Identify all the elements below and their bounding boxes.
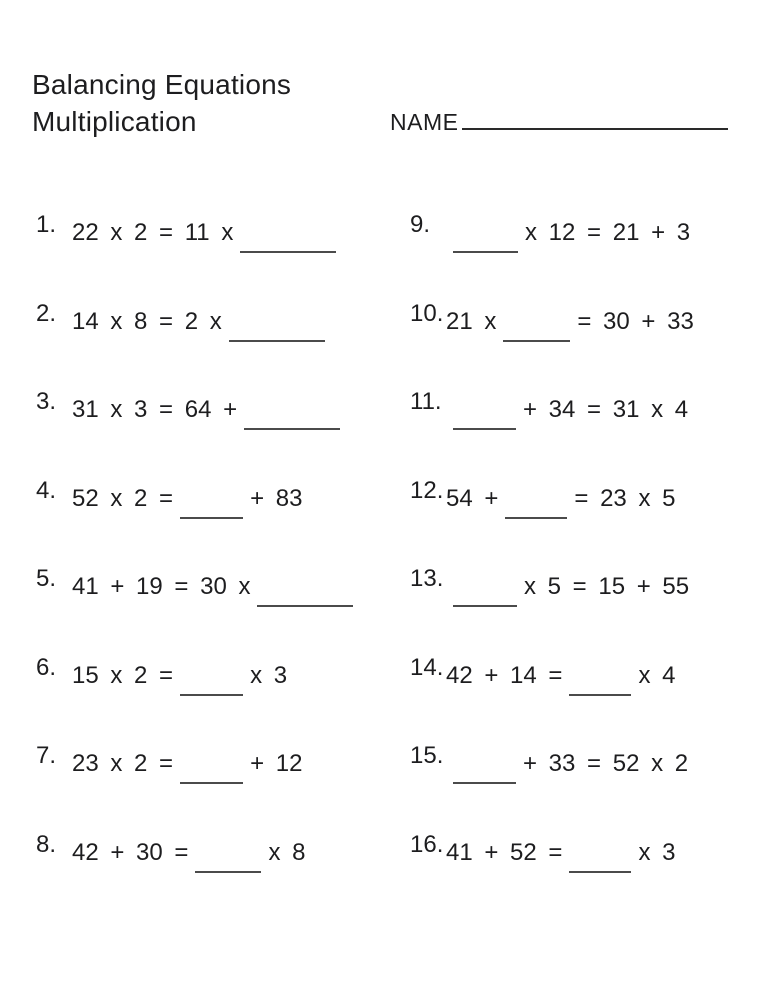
answer-blank[interactable]: [453, 223, 518, 253]
problem-expression: [72, 299, 332, 337]
problem-expression: [72, 210, 343, 248]
title-line-1: Balancing Equations: [32, 69, 292, 100]
problem-number: 6.: [36, 653, 57, 681]
problem-number: 5.: [36, 565, 57, 592]
answer-blank[interactable]: [229, 312, 325, 342]
problem-expression: [72, 387, 347, 425]
expression-text: 14 x 8 = 2 x: [72, 307, 222, 335]
problem-expression: [72, 476, 302, 514]
expression-text: x 8: [268, 838, 306, 866]
answer-blank[interactable]: [503, 312, 570, 342]
expression-text: 23 x 2 =: [72, 750, 174, 777]
problem-number: 12.: [410, 476, 444, 504]
name-label: NAME: [390, 109, 459, 135]
expression-text: 42 + 30 =: [72, 838, 189, 866]
answer-blank[interactable]: [180, 754, 243, 784]
answer-blank[interactable]: [257, 577, 353, 607]
problem-number: 16.: [410, 830, 444, 858]
expression-text: 42 + 14 =: [446, 661, 563, 689]
problem-expression: [446, 387, 688, 425]
problem-expression: [72, 741, 302, 779]
expression-text: + 83: [250, 484, 303, 512]
problem-row: [410, 387, 750, 476]
problem-row: [410, 653, 750, 742]
answer-blank[interactable]: [569, 843, 631, 873]
problem-row: [410, 210, 750, 299]
expression-text: 41 + 19 = 30 x: [72, 573, 251, 600]
problem-number: 13.: [410, 565, 444, 592]
answer-blank[interactable]: [505, 489, 567, 519]
expression-text: 41 + 52 =: [446, 838, 563, 866]
expression-text: 21 x: [446, 307, 497, 335]
problem-row: [36, 653, 386, 742]
problems-column-left: [36, 210, 386, 918]
answer-blank[interactable]: [453, 400, 516, 430]
expression-text: x 5 = 15 + 55: [524, 573, 690, 600]
title-line-2: Multiplication: [32, 106, 197, 137]
problem-row: [410, 476, 750, 565]
answer-blank[interactable]: [569, 666, 631, 696]
problem-expression: [72, 564, 360, 602]
problem-row: [36, 564, 386, 653]
answer-blank[interactable]: [453, 577, 517, 607]
expression-text: 52 x 2 =: [72, 484, 174, 512]
problem-number: 2.: [36, 299, 57, 327]
expression-text: 54 +: [446, 484, 499, 512]
problem-number: 11.: [410, 388, 442, 415]
problem-number: 8.: [36, 830, 57, 858]
problem-expression: [72, 830, 305, 868]
expression-text: + 34 = 31 x 4: [523, 396, 689, 423]
problem-expression: [72, 653, 287, 691]
expression-text: x 3: [638, 838, 676, 866]
problem-expression: [446, 830, 675, 868]
problem-number: 3.: [36, 388, 57, 415]
expression-text: = 23 x 5: [574, 484, 676, 512]
problem-number: 15.: [410, 742, 444, 769]
worksheet-title: [32, 66, 291, 140]
problem-number: 10.: [410, 299, 444, 327]
expression-text: = 30 + 33: [577, 307, 694, 335]
name-input-line[interactable]: [462, 106, 728, 130]
problem-row: [36, 741, 386, 830]
problem-row: [36, 210, 386, 299]
problem-row: [410, 830, 750, 919]
answer-blank[interactable]: [180, 489, 243, 519]
problem-row: [36, 830, 386, 919]
problem-number: 4.: [36, 476, 57, 504]
answer-blank[interactable]: [244, 400, 340, 430]
expression-text: 31 x 3 = 64 +: [72, 396, 238, 423]
problem-row: [410, 564, 750, 653]
problem-number: 7.: [36, 742, 57, 769]
problem-expression: [446, 564, 689, 602]
expression-text: 15 x 2 =: [72, 661, 174, 689]
problem-row: [410, 741, 750, 830]
answer-blank[interactable]: [180, 666, 243, 696]
problem-expression: [446, 299, 694, 337]
expression-text: x 4: [638, 661, 676, 689]
problem-row: [36, 476, 386, 565]
problems-column-right: [410, 210, 750, 918]
problem-expression: [446, 476, 675, 514]
problem-number: 14.: [410, 653, 444, 681]
expression-text: + 12: [250, 750, 303, 777]
problem-expression: [446, 741, 688, 779]
problem-expression: [446, 653, 675, 691]
problem-number: 1.: [36, 211, 57, 238]
answer-blank[interactable]: [195, 843, 261, 873]
problem-row: [36, 387, 386, 476]
problem-row: [410, 299, 750, 388]
answer-blank[interactable]: [240, 223, 336, 253]
expression-text: 22 x 2 = 11 x: [72, 219, 234, 246]
expression-text: x 12 = 21 + 3: [525, 219, 691, 246]
problem-number: 9.: [410, 211, 431, 238]
problem-expression: [446, 210, 690, 248]
expression-text: + 33 = 52 x 2: [523, 750, 689, 777]
answer-blank[interactable]: [453, 754, 516, 784]
problem-row: [36, 299, 386, 388]
expression-text: x 3: [250, 661, 288, 689]
name-block: [390, 106, 728, 136]
